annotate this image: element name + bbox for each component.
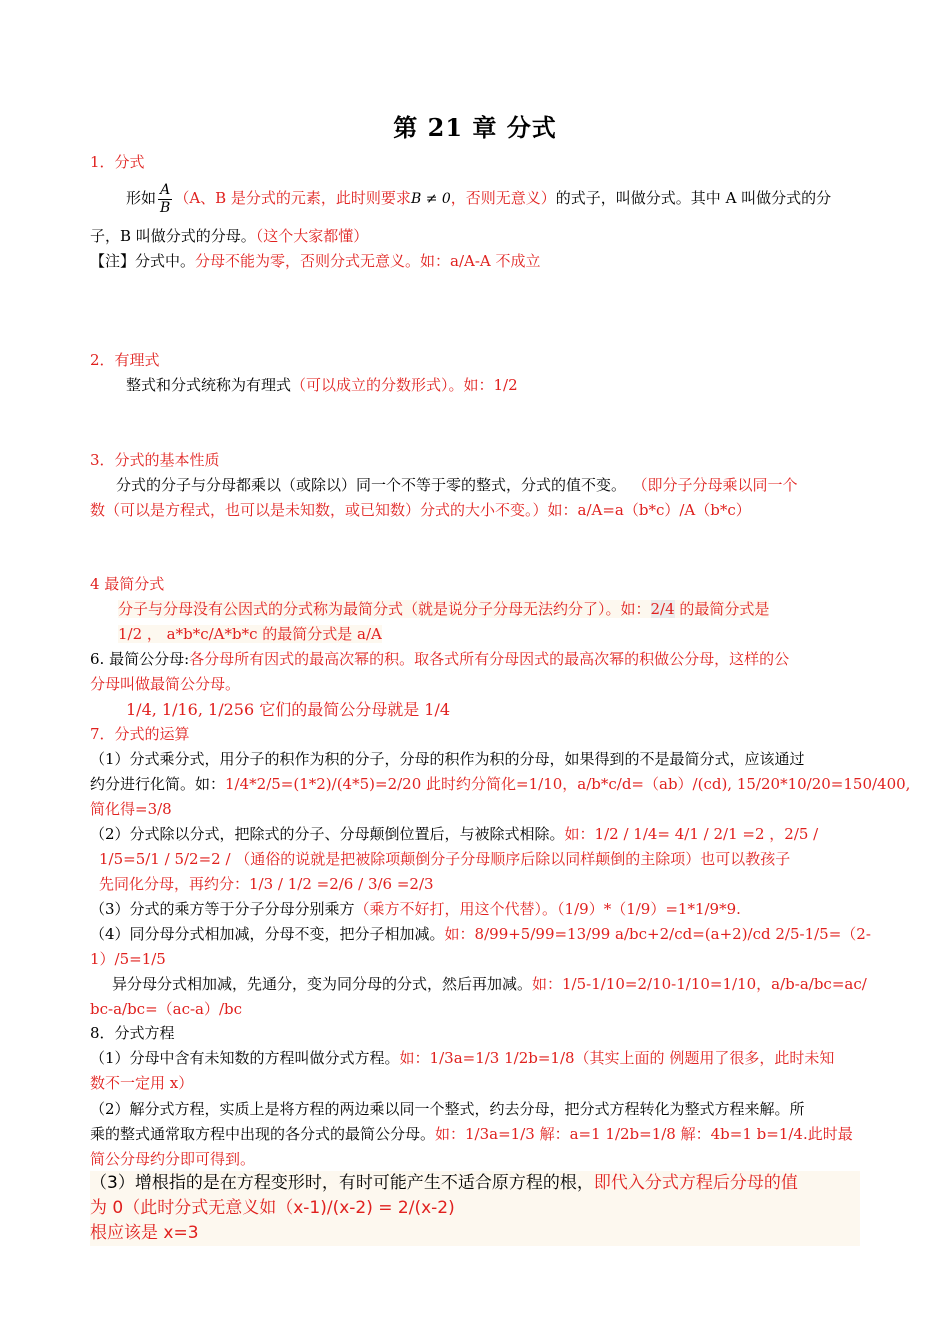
section-3-line-2: 数（可以是方程式，也可以是未知数，或已知数）分式的大小不变。）如：a/A=a（b*c）/A（b*c）	[90, 501, 751, 519]
section-2-line-1	[126, 374, 896, 396]
s1-text-b: （A、B 是分式的元素，此时则要求	[174, 189, 411, 207]
section-6-example: 1/4, 1/16, 1/256 它们的最简公分母就是 1/4	[126, 700, 451, 719]
s7-p3-line	[90, 898, 860, 920]
s7-p4-example: 如：8/99+5/99=13/99 a/bc+2/cd=(a+2)/cd 2/5-1/5=（2-	[444, 925, 871, 943]
s4-text-a: 分子与分母没有公因式的分式称为最简分式（就是说分子分母无法约分了）。如：	[118, 600, 651, 618]
s8-p3-line-3: 根应该是 x=3	[90, 1221, 860, 1246]
s4-line2-text: 1/2 ， a*b*c/A*b*c 的最简分式是 a/A	[118, 625, 382, 643]
s7-p2-line-2: 1/5=5/1 / 5/2=2 / （通俗的说就是把被除项颠倒分子分母顺序后除以同样颠倒的主除项）也可以教孩子	[99, 850, 791, 868]
s7-p5-line-1	[112, 973, 882, 995]
s7-p1-example: 1/4*2/5=(1*2)/(4*5)=2/20 此时约分简化=1/10，a/b*c/d=（ab）/(cd), 15/20*10/20=150/400,	[225, 775, 911, 793]
s7-p5-line-2: bc-a/bc=（ac-a）/bc	[90, 1000, 243, 1018]
s3-comment: （即分子分母乘以同一个	[640, 476, 798, 494]
s8-p2-line-1: （2）解分式方程，实质上是将方程的两边乘以同一个整式，约去分母，把分式方程转化为整式方程来解。所	[90, 1100, 805, 1118]
s8-p2-line-2	[90, 1123, 860, 1145]
s8-p1-line-1	[90, 1047, 860, 1069]
s7-p1-line-3: 简化得=3/8	[90, 800, 172, 818]
section-1-note	[90, 250, 860, 272]
s7-p3-text: （3）分式的乘方等于分子分母分别乘方	[90, 900, 355, 918]
s7-p2-line-1	[90, 823, 860, 845]
s2-comment: （可以成立的分数形式）。如：1/2	[291, 376, 518, 394]
s7-p4-line-1	[90, 923, 871, 945]
s7-p1-line-2	[90, 773, 911, 795]
section-2-heading: 2．有理式	[90, 351, 160, 369]
section-3-line-1	[116, 474, 886, 496]
s8-p3-highlight: 即代入分式方程后分母的值	[593, 1173, 798, 1193]
s8-p2-text: 乘的整式通常取方程中出现的各分式的最简公分母。	[90, 1125, 436, 1143]
section-8-heading: 8．分式方程	[90, 1024, 175, 1042]
s7-p1-line-1: （1）分式乘分式，用分子的积作为积的分子，分母的积作为积的分母，如果得到的不是最简分式，应该通过	[90, 750, 805, 768]
s7-p4-line-2: 1）/5=1/5	[90, 950, 166, 968]
section-7-heading: 7．分式的运算	[90, 725, 190, 743]
s7-p3-comment: （乘方不好打，用这个代替）。（1/9）*（1/9）=1*1/9*9.	[354, 900, 741, 918]
s1-line2-comment: （这个大家都懂）	[255, 227, 369, 245]
section-4-heading: 4 最简分式	[90, 575, 165, 593]
s8-p3-text: （3）增根指的是在方程变形时，有时可能产生不适合原方程的根，	[90, 1173, 594, 1193]
s8-p1-line-2: 数不一定用 x）	[90, 1074, 194, 1092]
s8-p2-line-3: 简公分母约分即可得到。	[90, 1150, 256, 1168]
s7-p2-line-3: 先同化分母，再约分：1/3 / 1/2 =2/6 / 3/6 =2/3	[99, 875, 434, 893]
s8-p3-line-1	[90, 1171, 860, 1196]
s3-text: 分式的分子与分母都乘以（或除以）同一个不等于零的整式，分式的值不变。	[116, 476, 627, 494]
s1-condition: B ≠ 0	[410, 191, 451, 207]
s1-text-d: 的式子，叫做分式。其中 A 叫做分式的分	[555, 189, 832, 207]
s8-p1-example: 如：1/3a=1/3 1/2b=1/8（其实上面的 例题用了很多，此时未知	[399, 1049, 835, 1067]
s7-p2-example: 如：1/2 / 1/4= 4/1 / 2/1 =2 ，2/5 /	[564, 825, 819, 843]
s7-p4-text: （4）同分母分式相加减，分母不变，把分子相加减。	[90, 925, 445, 943]
fraction-a-over-b	[158, 182, 172, 217]
section-1-heading: 1．分式	[90, 153, 145, 171]
section-6-line-1	[90, 648, 860, 670]
s1-note-text: 分母不能为零，否则分式无意义。如：a/A-A 不成立	[195, 252, 541, 270]
fraction-numerator: A	[158, 182, 172, 200]
page-title: 第 21 章 分式	[393, 113, 557, 142]
section-1-line-2	[90, 225, 860, 247]
section-4-line-2	[118, 623, 888, 645]
s7-p5-text: 异分母分式相加减，先通分，变为同分母的分式，然后再加减。	[112, 975, 533, 993]
s7-p5-example: 如：1/5-1/10=2/10-1/10=1/10，a/b-a/bc=ac/	[532, 975, 867, 993]
s8-p2-example: 如：1/3a=1/3 解：a=1 1/2b=1/8 解：4b=1 b=1/4.此时最	[435, 1125, 853, 1143]
s1-text-c: ，否则无意义）	[450, 189, 556, 207]
s8-p1-text: （1）分母中含有未知数的方程叫做分式方程。	[90, 1049, 400, 1067]
s7-p1-text: 约分进行化简。如：	[90, 775, 226, 793]
section-1-line-1	[126, 178, 866, 219]
s2-text: 整式和分式统称为有理式	[126, 376, 292, 394]
s8-p3-line-2: 为 0（此时分式无意义如（x-1)/(x-2) = 2/(x-2)	[90, 1196, 860, 1221]
s6-definition: 各分母所有因式的最高次幂的积。取各式所有分母因式的最高次幂的积做公分母，这样的公	[189, 650, 790, 668]
s4-text-c: 的最简分式是	[674, 600, 770, 618]
section-3-heading: 3．分式的基本性质	[90, 451, 220, 469]
s1-text-a: 形如	[126, 189, 157, 207]
s1-note-label: 【注】分式中。	[90, 252, 196, 270]
section-4-line-1	[118, 598, 860, 620]
section-6-line-2: 分母叫做最简公分母。	[90, 675, 241, 693]
s1-line2-text: 子，B 叫做分式的分母。	[90, 227, 256, 245]
s4-example: 2/4	[650, 600, 675, 618]
s7-p2-text: （2）分式除以分式，把除式的分子、分母颠倒位置后，与被除式相除。	[90, 825, 565, 843]
s6-label: 6. 最简公分母:	[90, 650, 190, 668]
fraction-denominator: B	[160, 199, 171, 216]
